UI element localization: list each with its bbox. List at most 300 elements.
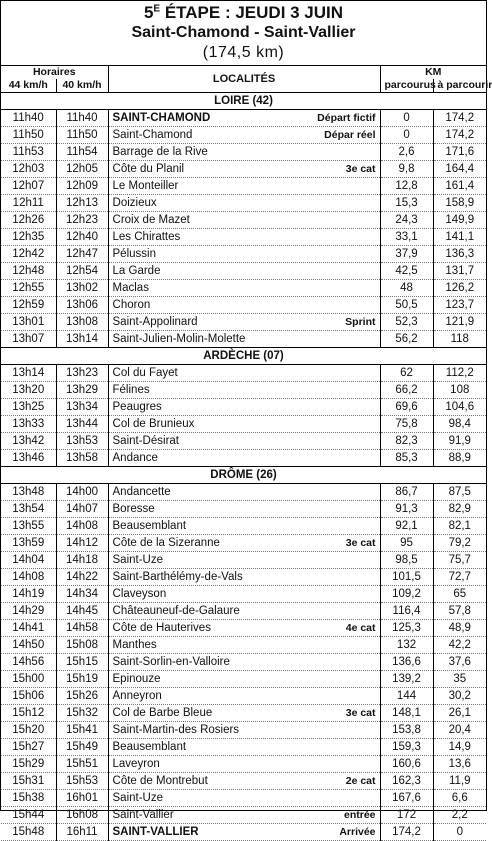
schedule-table: [1, 66, 492, 841]
km-a-parcourir: 149,9: [433, 212, 486, 229]
km-a-parcourir: 121,9: [433, 314, 486, 331]
locality-name: Le Monteiller: [112, 180, 179, 192]
locality-name: Saint-Désirat: [112, 435, 179, 447]
km-a-parcourir: 104,6: [433, 399, 486, 416]
stage-date: ÉTAPE : JEUDI 3 JUIN: [160, 3, 344, 22]
table-row: [1, 127, 486, 144]
locality-name: SAINT-VALLIER: [112, 826, 199, 838]
locality-cell: [108, 807, 380, 824]
time-40kmh: 16h11: [56, 824, 108, 841]
locality-cell: [108, 110, 380, 127]
km-parcourus: 174,2: [380, 824, 433, 841]
km-a-parcourir: 118: [433, 331, 486, 348]
time-40kmh: 15h19: [56, 671, 108, 688]
table-row: [1, 450, 486, 467]
locality-cell: [108, 382, 380, 399]
time-40kmh: 13h29: [56, 382, 108, 399]
locality-name: Epinouze: [112, 673, 161, 685]
km-a-parcourir: 141,1: [433, 229, 486, 246]
locality-cell: [108, 756, 380, 773]
km-a-parcourir: 136,3: [433, 246, 486, 263]
time-40kmh: 12h13: [56, 195, 108, 212]
time-40kmh: 12h54: [56, 263, 108, 280]
km-a-parcourir: 82,1: [433, 518, 486, 535]
time-40kmh: 11h50: [56, 127, 108, 144]
km-a-parcourir: 79,2: [433, 535, 486, 552]
locality-cell: [108, 212, 380, 229]
locality-name: Côte de la Sizeranne: [112, 537, 220, 549]
locality-note: entrée: [344, 809, 376, 821]
locality-cell: [108, 433, 380, 450]
route-title: Saint-Chamond - Saint-Vallier: [131, 24, 356, 41]
time-44kmh: 12h26: [1, 212, 56, 229]
time-44kmh: 12h35: [1, 229, 56, 246]
km-a-parcourir: 174,2: [433, 127, 486, 144]
locality-cell: [108, 161, 380, 178]
locality-name: Claveyson: [112, 588, 167, 600]
time-44kmh: 14h50: [1, 637, 56, 654]
km-a-parcourir: 75,7: [433, 552, 486, 569]
locality-name: La Garde: [112, 265, 161, 277]
time-40kmh: 14h08: [56, 518, 108, 535]
locality-cell: [108, 297, 380, 314]
locality-note: 3e cat: [345, 163, 376, 175]
km-parcourus: 153,8: [380, 722, 433, 739]
km-a-parcourir: 98,4: [433, 416, 486, 433]
km-parcourus: 167,6: [380, 790, 433, 807]
table-row: [1, 365, 486, 382]
table-row: [1, 807, 486, 824]
table-row: [1, 518, 486, 535]
stage-ordinal-suffix: E: [153, 3, 161, 15]
table-row: [1, 569, 486, 586]
section-row: [1, 467, 486, 484]
time-44kmh: 13h01: [1, 314, 56, 331]
time-40kmh: 14h34: [56, 586, 108, 603]
time-44kmh: 15h20: [1, 722, 56, 739]
km-parcourus: 144: [380, 688, 433, 705]
table-row: [1, 756, 486, 773]
km-a-parcourir: 11,9: [433, 773, 486, 790]
km-parcourus: 98,5: [380, 552, 433, 569]
locality-name: Barrage de la Rive: [112, 146, 208, 158]
locality-name: SAINT-CHAMOND: [112, 112, 211, 124]
locality-cell: [108, 535, 380, 552]
time-40kmh: 15h32: [56, 705, 108, 722]
section-row: [1, 348, 486, 365]
locality-cell: [108, 671, 380, 688]
km-a-parcourir: 161,4: [433, 178, 486, 195]
time-44kmh: 15h38: [1, 790, 56, 807]
locality-name: Anneyron: [112, 690, 162, 702]
locality-name: Saint-Martin-des Rosiers: [112, 724, 240, 736]
time-40kmh: 13h02: [56, 280, 108, 297]
locality-cell: [108, 280, 380, 297]
locality-name: Croix de Mazet: [112, 214, 190, 226]
km-parcourus: 62: [380, 365, 433, 382]
km-parcourus: 125,3: [380, 620, 433, 637]
table-row: [1, 212, 486, 229]
km-parcourus: 50,5: [380, 297, 433, 314]
km-parcourus: 116,4: [380, 603, 433, 620]
time-40kmh: 13h53: [56, 433, 108, 450]
locality-cell: [108, 654, 380, 671]
localites-header: LOCALITÉS: [108, 66, 380, 93]
table-row: [1, 263, 486, 280]
table-row: [1, 722, 486, 739]
locality-cell: [108, 790, 380, 807]
time-44kmh: 13h33: [1, 416, 56, 433]
km-a-parcourir: 174,2: [433, 110, 486, 127]
locality-note: Arrivée: [339, 826, 376, 838]
horaires-header: Horaires: [32, 66, 76, 78]
table-row: [1, 161, 486, 178]
speed-44-header: 44 km/h: [1, 79, 56, 93]
section-label: ARDÈCHE (07): [1, 348, 486, 365]
km-parcourus: 109,2: [380, 586, 433, 603]
time-40kmh: 15h26: [56, 688, 108, 705]
km-parcourus: 85,3: [380, 450, 433, 467]
time-40kmh: 15h51: [56, 756, 108, 773]
table-row: [1, 314, 486, 331]
km-parcourus: 2,6: [380, 144, 433, 161]
km-a-parcourir: 30,2: [433, 688, 486, 705]
time-40kmh: 14h45: [56, 603, 108, 620]
table-row: [1, 229, 486, 246]
locality-name: Laveyron: [112, 758, 160, 770]
km-a-parcourir: 171,6: [433, 144, 486, 161]
km-parcourus: 56,2: [380, 331, 433, 348]
locality-cell: [108, 399, 380, 416]
time-44kmh: 13h20: [1, 382, 56, 399]
km-a-parcourir: 164,4: [433, 161, 486, 178]
table-row: [1, 331, 486, 348]
time-44kmh: 12h07: [1, 178, 56, 195]
km-parcourus: 86,7: [380, 484, 433, 501]
locality-name: Châteauneuf-de-Galaure: [112, 605, 240, 617]
km-parcourus: 148,1: [380, 705, 433, 722]
locality-cell: [108, 144, 380, 161]
table-row: [1, 399, 486, 416]
time-40kmh: 14h12: [56, 535, 108, 552]
locality-cell: [108, 688, 380, 705]
locality-name: Col de Brunieux: [112, 418, 195, 430]
time-44kmh: 14h19: [1, 586, 56, 603]
table-row: [1, 688, 486, 705]
km-a-parcourir-header: à parcourir: [433, 79, 486, 93]
table-row: [1, 790, 486, 807]
distance-title: (174,5 km): [202, 44, 285, 61]
locality-cell: [108, 773, 380, 790]
locality-cell: [108, 314, 380, 331]
time-40kmh: 14h58: [56, 620, 108, 637]
table-row: [1, 671, 486, 688]
time-44kmh: 12h59: [1, 297, 56, 314]
table-row: [1, 603, 486, 620]
time-44kmh: 11h53: [1, 144, 56, 161]
locality-cell: [108, 127, 380, 144]
km-parcourus: 75,8: [380, 416, 433, 433]
time-40kmh: 12h23: [56, 212, 108, 229]
time-44kmh: 14h29: [1, 603, 56, 620]
time-40kmh: 13h23: [56, 365, 108, 382]
km-parcourus: 132: [380, 637, 433, 654]
time-40kmh: 14h07: [56, 501, 108, 518]
locality-cell: [108, 739, 380, 756]
km-a-parcourir: 26,1: [433, 705, 486, 722]
locality-note: Dépar réel: [324, 129, 376, 141]
locality-cell: [108, 705, 380, 722]
stage-title: [1, 1, 486, 23]
locality-cell: [108, 246, 380, 263]
locality-name: Félines: [112, 384, 150, 396]
table-row: [1, 297, 486, 314]
time-40kmh: 15h08: [56, 637, 108, 654]
time-44kmh: 12h11: [1, 195, 56, 212]
table-row: [1, 620, 486, 637]
time-44kmh: 15h12: [1, 705, 56, 722]
km-header: KM: [380, 66, 486, 79]
km-a-parcourir: 65: [433, 586, 486, 603]
section-label: LOIRE (42): [1, 93, 486, 110]
locality-name: Col de Barbe Bleue: [112, 707, 213, 719]
km-a-parcourir: 6,6: [433, 790, 486, 807]
time-44kmh: 15h00: [1, 671, 56, 688]
km-a-parcourir: 20,4: [433, 722, 486, 739]
time-40kmh: 13h58: [56, 450, 108, 467]
km-parcourus: 136,6: [380, 654, 433, 671]
time-44kmh: 13h59: [1, 535, 56, 552]
time-40kmh: 14h18: [56, 552, 108, 569]
time-44kmh: 14h41: [1, 620, 56, 637]
locality-name: Choron: [112, 299, 151, 311]
km-parcourus: 48: [380, 280, 433, 297]
time-44kmh: 13h07: [1, 331, 56, 348]
table-row: [1, 484, 486, 501]
locality-cell: [108, 501, 380, 518]
header-row-1: [1, 66, 486, 79]
time-44kmh: 15h31: [1, 773, 56, 790]
km-a-parcourir: 42,2: [433, 637, 486, 654]
km-parcourus: 69,6: [380, 399, 433, 416]
locality-name: Doizieux: [112, 197, 157, 209]
locality-name: Saint-Appolinard: [112, 316, 198, 328]
time-40kmh: 16h08: [56, 807, 108, 824]
km-a-parcourir: 158,9: [433, 195, 486, 212]
km-a-parcourir: 131,7: [433, 263, 486, 280]
locality-cell: [108, 722, 380, 739]
km-parcourus: 24,3: [380, 212, 433, 229]
locality-note: Sprint: [345, 316, 376, 328]
section-label: DRÔME (26): [1, 467, 486, 484]
locality-name: Andance: [112, 452, 158, 464]
time-40kmh: 11h54: [56, 144, 108, 161]
table-row: [1, 535, 486, 552]
locality-note: 3e cat: [345, 707, 376, 719]
km-parcourus-header: parcourus: [380, 79, 433, 93]
time-44kmh: 12h55: [1, 280, 56, 297]
locality-name: Saint-Barthélémy-de-Vals: [112, 571, 243, 583]
locality-note: 3e cat: [345, 537, 376, 549]
km-parcourus: 9,8: [380, 161, 433, 178]
time-44kmh: 15h48: [1, 824, 56, 841]
time-44kmh: 14h04: [1, 552, 56, 569]
table-row: [1, 280, 486, 297]
km-a-parcourir: 126,2: [433, 280, 486, 297]
locality-name: Col du Fayet: [112, 367, 178, 379]
time-40kmh: 13h06: [56, 297, 108, 314]
locality-cell: [108, 365, 380, 382]
km-a-parcourir: 91,9: [433, 433, 486, 450]
locality-name: Saint-Julien-Molin-Molette: [112, 333, 246, 345]
km-a-parcourir: 108: [433, 382, 486, 399]
time-44kmh: 11h50: [1, 127, 56, 144]
locality-name: Andancette: [112, 486, 171, 498]
km-parcourus: 0: [380, 127, 433, 144]
time-40kmh: 13h08: [56, 314, 108, 331]
km-parcourus: 139,2: [380, 671, 433, 688]
km-parcourus: 172: [380, 807, 433, 824]
table-row: [1, 705, 486, 722]
locality-note: 2e cat: [345, 775, 376, 787]
time-44kmh: 15h44: [1, 807, 56, 824]
table-row: [1, 739, 486, 756]
km-a-parcourir: 88,9: [433, 450, 486, 467]
km-parcourus: 101,5: [380, 569, 433, 586]
locality-cell: [108, 620, 380, 637]
locality-name: Peaugres: [112, 401, 162, 413]
time-40kmh: 14h22: [56, 569, 108, 586]
time-44kmh: 13h46: [1, 450, 56, 467]
time-44kmh: 15h29: [1, 756, 56, 773]
km-parcourus: 0: [380, 110, 433, 127]
locality-name: Côte de Hauterives: [112, 622, 211, 634]
km-a-parcourir: 57,8: [433, 603, 486, 620]
time-40kmh: 15h53: [56, 773, 108, 790]
km-a-parcourir: 72,7: [433, 569, 486, 586]
km-parcourus: 91,3: [380, 501, 433, 518]
locality-note: 4e cat: [345, 622, 376, 634]
locality-cell: [108, 450, 380, 467]
time-40kmh: 12h09: [56, 178, 108, 195]
time-44kmh: 11h40: [1, 110, 56, 127]
time-40kmh: 16h01: [56, 790, 108, 807]
locality-name: Saint-Sorlin-en-Valloire: [112, 656, 230, 668]
locality-cell: [108, 518, 380, 535]
table-row: [1, 246, 486, 263]
title-block: [1, 1, 486, 66]
time-44kmh: 14h56: [1, 654, 56, 671]
time-40kmh: 15h15: [56, 654, 108, 671]
locality-name: Saint-Uze: [112, 554, 164, 566]
locality-cell: [108, 416, 380, 433]
table-row: [1, 552, 486, 569]
km-parcourus: 159,3: [380, 739, 433, 756]
km-parcourus: 52,3: [380, 314, 433, 331]
locality-name: Maclas: [112, 282, 149, 294]
locality-cell: [108, 484, 380, 501]
locality-name: Saint-Uze: [112, 792, 164, 804]
time-44kmh: 15h27: [1, 739, 56, 756]
km-parcourus: 82,3: [380, 433, 433, 450]
locality-name: Pélussin: [112, 248, 156, 260]
table-row: [1, 382, 486, 399]
time-44kmh: 14h08: [1, 569, 56, 586]
locality-cell: [108, 229, 380, 246]
km-parcourus: 12,8: [380, 178, 433, 195]
locality-name: Beausemblant: [112, 741, 187, 753]
locality-name: Côte de Montrebut: [112, 775, 208, 787]
locality-cell: [108, 263, 380, 280]
km-a-parcourir: 48,9: [433, 620, 486, 637]
locality-cell: [108, 552, 380, 569]
time-44kmh: 13h54: [1, 501, 56, 518]
locality-cell: [108, 586, 380, 603]
time-44kmh: 13h14: [1, 365, 56, 382]
time-40kmh: 13h34: [56, 399, 108, 416]
schedule-body: [1, 93, 486, 841]
stage-number: 5: [143, 3, 154, 22]
table-row: [1, 195, 486, 212]
table-row: [1, 144, 486, 161]
locality-cell: [108, 637, 380, 654]
section-row: [1, 93, 486, 110]
km-parcourus: 92,1: [380, 518, 433, 535]
time-40kmh: 11h40: [56, 110, 108, 127]
km-parcourus: 15,3: [380, 195, 433, 212]
km-parcourus: 160,6: [380, 756, 433, 773]
table-row: [1, 433, 486, 450]
km-a-parcourir: 13,6: [433, 756, 486, 773]
locality-note: Départ fictif: [317, 112, 376, 124]
km-parcourus: 42,5: [380, 263, 433, 280]
locality-cell: [108, 603, 380, 620]
time-44kmh: 13h25: [1, 399, 56, 416]
km-a-parcourir: 82,9: [433, 501, 486, 518]
time-40kmh: 14h00: [56, 484, 108, 501]
locality-cell: [108, 824, 380, 841]
table-row: [1, 416, 486, 433]
km-a-parcourir: 112,2: [433, 365, 486, 382]
locality-name: Boresse: [112, 503, 155, 515]
table-row: [1, 178, 486, 195]
time-44kmh: 12h03: [1, 161, 56, 178]
locality-cell: [108, 178, 380, 195]
locality-cell: [108, 569, 380, 586]
km-parcourus: 162,3: [380, 773, 433, 790]
table-row: [1, 501, 486, 518]
speed-40-header: 40 km/h: [56, 79, 108, 93]
time-40kmh: 12h40: [56, 229, 108, 246]
table-row: [1, 586, 486, 603]
time-44kmh: 12h48: [1, 263, 56, 280]
km-a-parcourir: 123,7: [433, 297, 486, 314]
time-44kmh: 13h55: [1, 518, 56, 535]
time-40kmh: 12h05: [56, 161, 108, 178]
time-44kmh: 12h42: [1, 246, 56, 263]
locality-cell: [108, 195, 380, 212]
locality-name: Beausemblant: [112, 520, 187, 532]
time-40kmh: 15h41: [56, 722, 108, 739]
locality-name: Les Chirattes: [112, 231, 181, 243]
time-44kmh: 15h06: [1, 688, 56, 705]
locality-name: Saint-Vallier: [112, 809, 174, 821]
table-row: [1, 654, 486, 671]
km-a-parcourir: 35: [433, 671, 486, 688]
time-40kmh: 13h14: [56, 331, 108, 348]
table-row: [1, 824, 486, 841]
km-parcourus: 37,9: [380, 246, 433, 263]
